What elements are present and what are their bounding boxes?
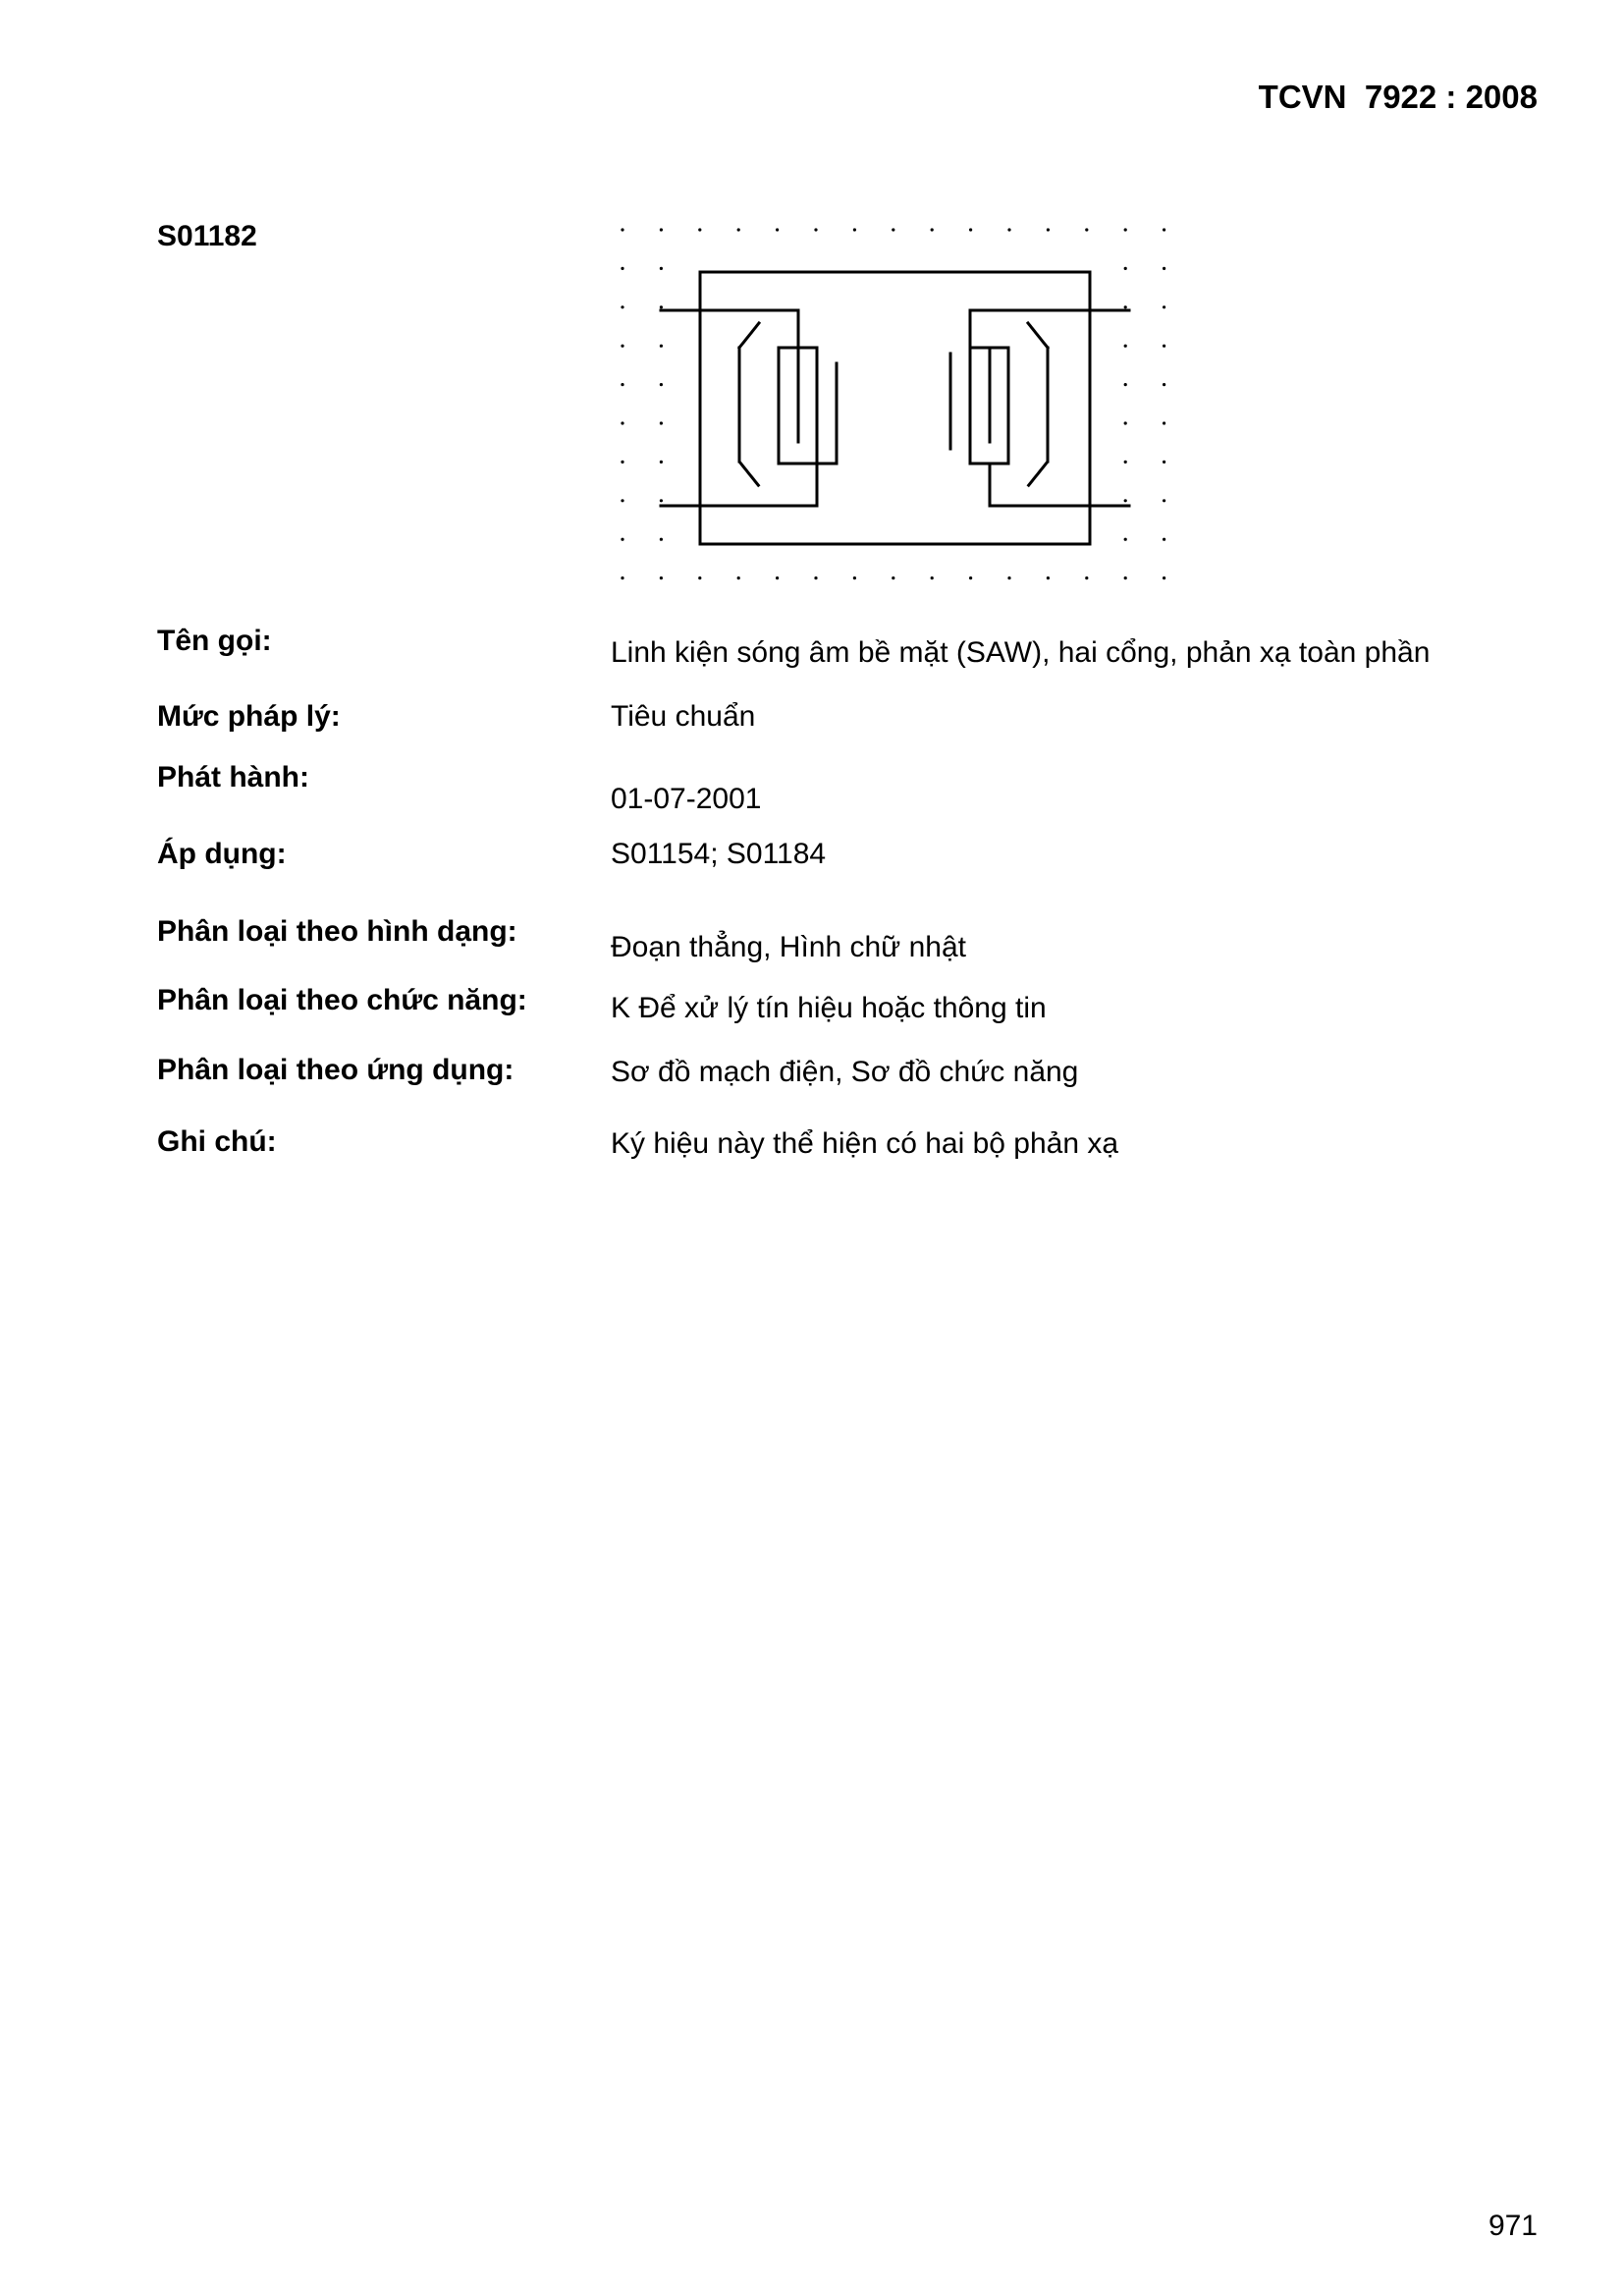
standard-header: TCVN 7922 : 2008 [1258, 79, 1538, 115]
grid-dot [660, 305, 663, 308]
field-label: Áp dụng: [157, 838, 287, 870]
field-row [0, 984, 1624, 1027]
grid-dot [660, 345, 663, 348]
grid-dot [1124, 499, 1127, 502]
grid-dot [931, 576, 934, 579]
field-label: Phân loại theo chức năng: [157, 984, 527, 1016]
grid-dot [1163, 305, 1165, 308]
grid-dot [621, 499, 623, 502]
field-value: Linh kiện sóng âm bề mặt (SAW), hai cổng, phản xạ toàn phần [611, 636, 1431, 669]
grid-dot [853, 228, 856, 231]
grid-dot [660, 421, 663, 424]
grid-dot [1163, 383, 1165, 386]
field-label: Ghi chú: [157, 1125, 277, 1158]
grid-dot [1124, 267, 1127, 270]
right-reflector [1028, 323, 1048, 486]
right-port-lead-top [970, 310, 1129, 348]
field-label: Phân loại theo ứng dụng: [157, 1054, 514, 1086]
grid-dot [621, 383, 623, 386]
saw-symbol-icon [609, 216, 1178, 594]
grid-dot [621, 538, 623, 541]
grid-dot [1085, 576, 1088, 579]
grid-dot [1163, 576, 1165, 579]
grid-dot [776, 576, 779, 579]
field-row [0, 915, 1624, 963]
field-label: Phát hành: [157, 761, 309, 793]
grid-dot [1124, 538, 1127, 541]
grid-dot [969, 228, 972, 231]
grid-dot [1124, 421, 1127, 424]
grid-dot [1163, 499, 1165, 502]
dot-grid [621, 228, 1165, 579]
field-row [0, 761, 1624, 815]
right-port-lead-bottom [990, 464, 1129, 506]
left-port-lead-top [661, 310, 798, 348]
field-row [0, 700, 1624, 743]
grid-dot [814, 576, 817, 579]
grid-dot [621, 421, 623, 424]
grid-dot [776, 228, 779, 231]
field-value: Sơ đồ mạch điện, Sơ đồ chức năng [611, 1056, 1079, 1088]
field-value: Ký hiệu này thể hiện có hai bộ phản xạ [611, 1127, 1119, 1160]
grid-dot [853, 576, 856, 579]
grid-dot [1163, 461, 1165, 464]
grid-dot [660, 499, 663, 502]
grid-dot [969, 576, 972, 579]
field-value: S01154; S01184 [611, 838, 827, 870]
grid-dot [1163, 538, 1165, 541]
grid-dot [621, 267, 623, 270]
grid-dot [931, 228, 934, 231]
grid-dot [1124, 228, 1127, 231]
grid-dot [660, 383, 663, 386]
grid-dot [1124, 345, 1127, 348]
grid-dot [737, 576, 740, 579]
field-label: Tên gọi: [157, 625, 272, 657]
grid-dot [660, 228, 663, 231]
grid-dot [621, 461, 623, 464]
grid-dot [1007, 228, 1010, 231]
grid-dot [1124, 461, 1127, 464]
left-port-lead-bottom [661, 464, 817, 506]
grid-dot [1124, 305, 1127, 308]
grid-dot [1007, 576, 1010, 579]
field-value: Đoạn thẳng, Hình chữ nhật [611, 931, 966, 963]
left-reflector [739, 323, 759, 486]
grid-dot [1163, 421, 1165, 424]
grid-dot [621, 305, 623, 308]
grid-dot [1085, 228, 1088, 231]
field-row [0, 625, 1624, 668]
grid-dot [1163, 345, 1165, 348]
grid-dot [698, 228, 701, 231]
grid-dot [1047, 576, 1050, 579]
grid-dot [814, 228, 817, 231]
page-number: 971 [1488, 2210, 1538, 2242]
grid-dot [1163, 228, 1165, 231]
field-label: Phân loại theo hình dạng: [157, 915, 517, 948]
grid-dot [737, 228, 740, 231]
field-row [0, 1125, 1624, 1169]
grid-dot [1124, 576, 1127, 579]
grid-dot [621, 576, 623, 579]
grid-dot [892, 228, 894, 231]
field-value: Tiêu chuẩn [611, 700, 756, 733]
symbol-code: S01182 [157, 220, 257, 252]
grid-dot [892, 576, 894, 579]
grid-dot [1163, 267, 1165, 270]
field-value: 01-07-2001 [611, 783, 762, 815]
field-label: Mức pháp lý: [157, 700, 341, 733]
grid-dot [660, 538, 663, 541]
grid-dot [621, 228, 623, 231]
grid-dot [698, 576, 701, 579]
grid-dot [1047, 228, 1050, 231]
field-value: K Để xử lý tín hiệu hoặc thông tin [611, 992, 1047, 1024]
field-row [0, 838, 1624, 881]
grid-dot [660, 461, 663, 464]
grid-dot [660, 267, 663, 270]
field-row [0, 1054, 1624, 1097]
grid-dot [660, 576, 663, 579]
grid-dot [1124, 383, 1127, 386]
component-frame [700, 272, 1090, 544]
grid-dot [621, 345, 623, 348]
